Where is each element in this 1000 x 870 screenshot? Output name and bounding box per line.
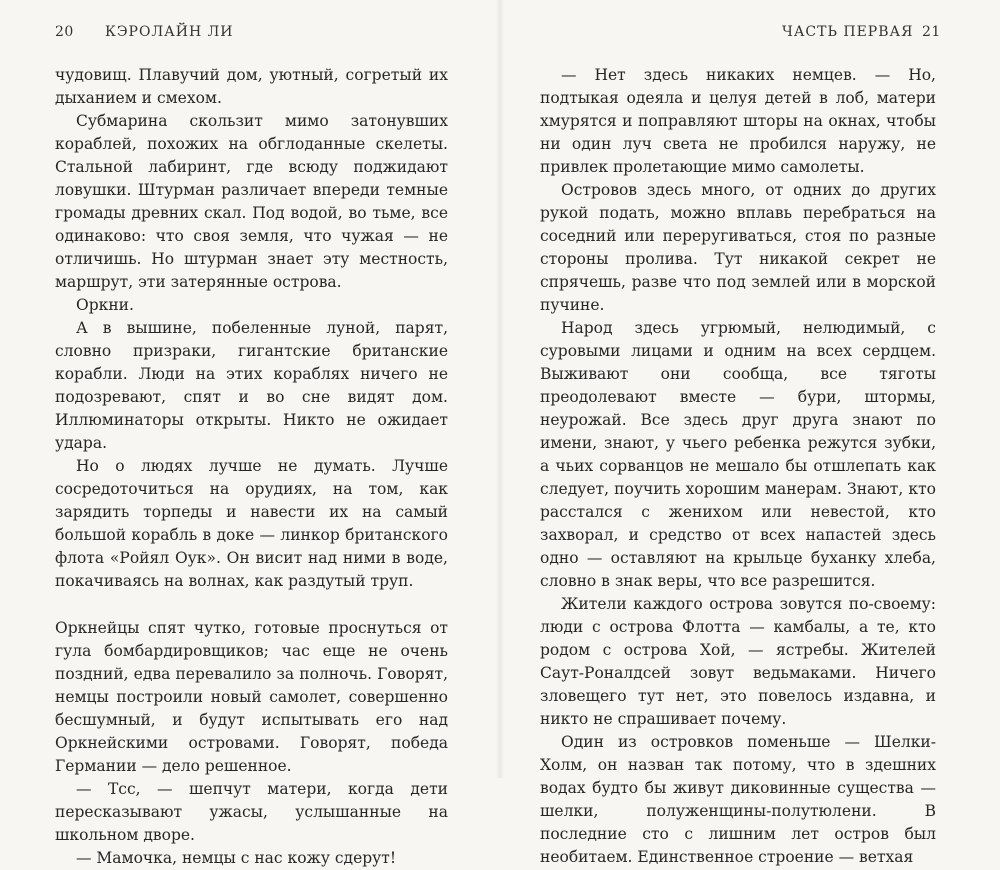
- page-number-left: 20: [55, 24, 74, 40]
- right-page-text: [540, 64, 936, 869]
- running-head-part: ЧАСТЬ ПЕРВАЯ: [782, 24, 914, 40]
- page-number-right: 21: [922, 24, 941, 40]
- paragraph: Народ здесь угрюмый, нелюдимый, с суровыми лицами и одним на всех сердцем. Выживают они сообща, все тяготы преодолевают вместе — бури, штормы, неурожай. Все здесь друг друга знают по имени, знают, у чьего ребенка режутся зубки, а чьих сорванцов не мешало бы отшлепать как следует, поучить хорошим манерам. Знают, кто расстался с женихом или невестой, кто захворал, и средство от всех напастей здесь одно — оставляют на крыльце буханку хлеба, словно в знак веры, что все разрешится.: [540, 319, 936, 590]
- paragraph: — Мамочка, немцы с нас кожу сдерут!: [76, 849, 397, 867]
- right-page: [500, 0, 1000, 866]
- paragraph: Субмарина скользит мимо затонувших кораблей, похожих на обглоданные скелеты. Стальной лабиринт, где всюду поджидают ловушки. Штурман различает впереди темные громады древних скал. Под водой, во тьме, все одинаково: что своя земля, что чужая — не отличишь. Но штурман знает эту местность, маршрут, эти затерянные острова.: [55, 112, 448, 291]
- paragraph: Оркнейцы спят чутко, готовые проснуться от гула бомбардировщиков; час еще не очень поздний, едва перевалило за полночь. Говорят, немцы построили новый самолет, совершенно бесшумный, и будут испытывать его над Оркнейскими островами. Говорят, победа Германии — дело решенное.: [55, 619, 448, 775]
- left-page: [0, 0, 500, 867]
- paragraph: Жители каждого острова зовутся по-своему: люди с острова Флотта — камбалы, а те, кто родом с острова Хой, — ястребы. Жителей Саут-Роналдсей зовут ведьмаками. Ничего зловещего тут нет, это повелось издавна, и никто не спрашивает почему.: [540, 595, 936, 728]
- paragraph: Островов здесь много, от одних до других рукой подать, можно вплавь перебраться на соседний или переругиваться, стоя по разные стороны пролива. Тут никакой секрет не спрячешь, разве что под землей или в морской пучине.: [540, 181, 936, 314]
- paragraph: — Нет здесь никаких немцев. — Но, подтыкая одеяла и целуя детей в лоб, матери хмурятся и поправляют шторы на окнах, чтобы ни один луч света не пробился наружу, не привлек пролетающие мимо самолеты.: [540, 66, 936, 176]
- running-head-author: КЭРОЛАЙН ЛИ: [105, 24, 234, 40]
- left-page-text: [55, 64, 448, 870]
- paragraph: А в вышине, побеленные луной, парят, словно призраки, гигантские британские корабли. Люди на этих кораблях ничего не подозревают, спят и во сне видят дом. Иллюминаторы открыты. Никто не ожидает удара.: [55, 319, 448, 452]
- paragraph: Оркни.: [76, 296, 134, 314]
- paragraph: чудовищ. Плавучий дом, уютный, согретый их дыханием и смехом.: [55, 66, 448, 107]
- paragraph: Один из островков поменьше — Шелки-Холм, он назван так потому, что в здешних водах будто бы живут диковинные существа — шелки, полуженщины-полутюлени. В последние сто с лишним лет остров был необитаем. Единственное строение — ветхая: [540, 733, 936, 866]
- paragraph: — Тсс, — шепчут матери, когда дети пересказывают ужасы, услышанные на школьном дворе.: [55, 780, 448, 844]
- paragraph: Но о людях лучше не думать. Лучше сосредоточиться на орудиях, на том, как зарядить торпеды и навести их на самый большой корабль в доке — линкор британского флота «Ройял Оук». Он висит над ними в воде, покачиваясь на волнах, как раздутый труп.: [55, 457, 448, 590]
